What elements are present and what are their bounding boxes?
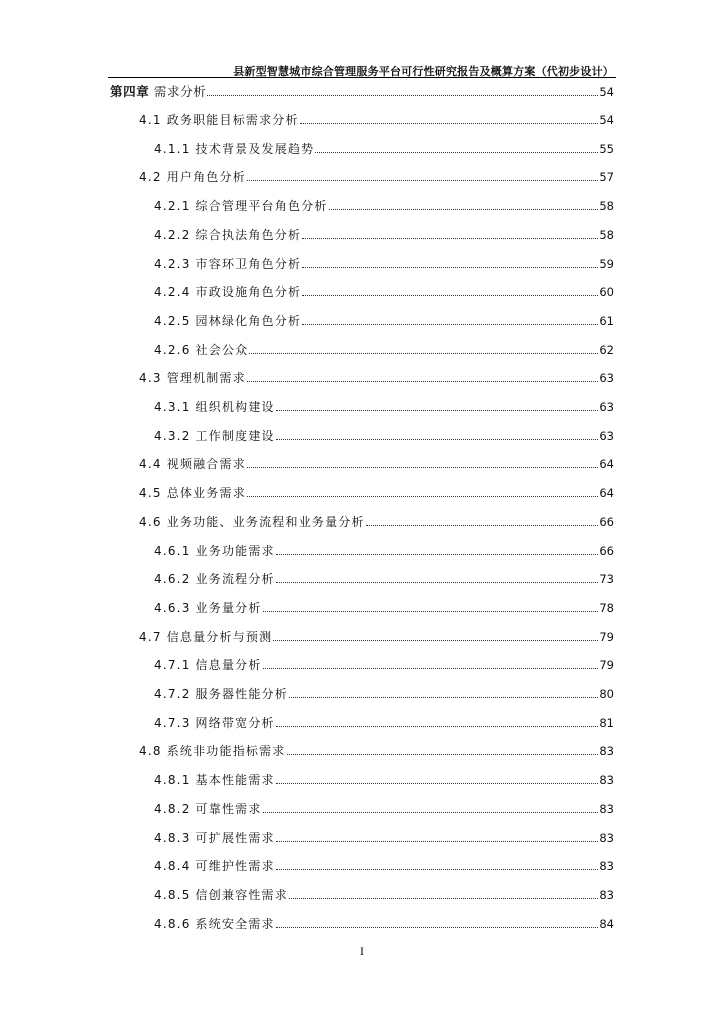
toc-dot-leader xyxy=(276,783,599,784)
toc-entry-title: 4.8.2 可靠性需求 xyxy=(154,802,262,816)
toc-subsection-entry[interactable] xyxy=(154,916,614,932)
toc-subsection-entry[interactable] xyxy=(154,657,614,673)
toc-entry-page: 60 xyxy=(599,285,614,299)
toc-dot-leader xyxy=(276,726,599,727)
toc-entry-page: 63 xyxy=(599,371,614,385)
toc-entry-title: 4.2.4 市政设施角色分析 xyxy=(154,285,302,299)
toc-dot-leader xyxy=(247,381,598,382)
toc-entry-page: 58 xyxy=(599,199,614,213)
toc-subsection-entry[interactable] xyxy=(154,887,614,903)
toc-subsection-entry[interactable] xyxy=(154,141,614,157)
toc-section-entry[interactable] xyxy=(139,456,614,472)
toc-dot-leader xyxy=(249,353,598,354)
toc-entry-title: 4.6.2 业务流程分析 xyxy=(154,572,275,586)
toc-dot-leader xyxy=(276,582,599,583)
toc-entry-title: 4.7.2 服务器性能分析 xyxy=(154,687,288,701)
toc-dot-leader xyxy=(289,697,598,698)
toc-entry-page: 66 xyxy=(599,515,614,529)
toc-entry-title: 4.8.6 系统安全需求 xyxy=(154,917,275,931)
running-header: 县新型智慧城市综合管理服务平台可行性研究报告及概算方案（代初步设计） xyxy=(233,65,614,78)
toc-subsection-entry[interactable] xyxy=(154,858,614,874)
toc-dot-leader xyxy=(247,496,598,497)
toc-entry-page: 64 xyxy=(599,486,614,500)
toc-section-entry[interactable] xyxy=(139,112,614,128)
toc-subsection-entry[interactable] xyxy=(154,772,614,788)
toc-entry-title: 4.2.5 园林绿化角色分析 xyxy=(154,314,302,328)
toc-entry-page: 66 xyxy=(599,544,614,558)
toc-entry-page: 64 xyxy=(599,457,614,471)
toc-subsection-entry[interactable] xyxy=(154,715,614,731)
toc-entry-title: 4.3.1 组织机构建设 xyxy=(154,400,275,414)
toc-entry-title: 4.6 业务功能、业务流程和业务量分析 xyxy=(139,515,365,529)
toc-entry-page: 83 xyxy=(599,831,614,845)
toc-dot-leader xyxy=(276,841,599,842)
toc-chapter-entry[interactable] xyxy=(110,84,614,100)
toc-entry-title: 4.7.3 网络带宽分析 xyxy=(154,716,275,730)
toc-entry-page: 83 xyxy=(599,744,614,758)
toc-subsection-entry[interactable] xyxy=(154,256,614,272)
toc-entry-title: 4.6.3 业务量分析 xyxy=(154,601,262,615)
toc-subsection-entry[interactable] xyxy=(154,600,614,616)
toc-entry-title: 4.6.1 业务功能需求 xyxy=(154,544,275,558)
header-rule xyxy=(108,77,616,78)
toc-dot-leader xyxy=(302,295,598,296)
toc-entry-page: 83 xyxy=(599,773,614,787)
toc-dot-leader xyxy=(276,410,599,411)
toc-subsection-entry[interactable] xyxy=(154,342,614,358)
toc-dot-leader xyxy=(247,467,598,468)
toc-entry-page: 81 xyxy=(599,716,614,730)
toc-subsection-entry[interactable] xyxy=(154,830,614,846)
toc-dot-leader xyxy=(300,123,599,124)
toc-dot-leader xyxy=(276,439,599,440)
toc-entry-page: 83 xyxy=(599,888,614,902)
toc-entry-page: 61 xyxy=(599,314,614,328)
toc-entry-title: 4.1.1 技术背景及发展趋势 xyxy=(154,142,315,156)
toc-dot-leader xyxy=(329,209,599,210)
toc-entry-title: 4.2 用户角色分析 xyxy=(139,170,246,184)
toc-entry-page: 59 xyxy=(599,257,614,271)
toc-entry-page: 62 xyxy=(599,343,614,357)
toc-entry-title: 4.8.4 可维护性需求 xyxy=(154,859,275,873)
toc-subsection-entry[interactable] xyxy=(154,198,614,214)
toc-dot-leader xyxy=(263,611,599,612)
toc-dot-leader xyxy=(287,754,599,755)
toc-entry-title: 4.2.1 综合管理平台角色分析 xyxy=(154,199,328,213)
toc-section-entry[interactable] xyxy=(139,169,614,185)
toc-entry-title: 4.8 系统非功能指标需求 xyxy=(139,744,286,758)
toc-dot-leader xyxy=(315,152,598,153)
toc-dot-leader xyxy=(273,640,598,641)
toc-dot-leader xyxy=(263,812,599,813)
toc-entry-title: 4.3 管理机制需求 xyxy=(139,371,246,385)
toc-dot-leader xyxy=(366,525,599,526)
toc-entry-title xyxy=(110,84,206,100)
toc-entry-title: 4.8.3 可扩展性需求 xyxy=(154,831,275,845)
toc-entry-page: 83 xyxy=(599,859,614,873)
toc-entry-title: 4.2.2 综合执法角色分析 xyxy=(154,228,302,242)
toc-entry-title: 4.5 总体业务需求 xyxy=(139,486,246,500)
toc-subsection-entry[interactable] xyxy=(154,313,614,329)
toc-dot-leader xyxy=(276,869,599,870)
toc-dot-leader xyxy=(302,324,598,325)
toc-subsection-entry[interactable] xyxy=(154,543,614,559)
toc-dot-leader xyxy=(276,927,599,928)
toc-entry-title: 4.7.1 信息量分析 xyxy=(154,658,262,672)
toc-dot-leader xyxy=(207,95,598,96)
toc-entry-page: 79 xyxy=(599,658,614,672)
toc-section-entry[interactable] xyxy=(139,629,614,645)
toc-section-entry[interactable] xyxy=(139,370,614,386)
toc-entry-title: 4.8.1 基本性能需求 xyxy=(154,773,275,787)
toc-entry-page: 73 xyxy=(599,572,614,586)
toc-entry-page: 54 xyxy=(599,113,614,127)
toc-entry-title: 4.2.6 社会公众 xyxy=(154,343,249,357)
toc-dot-leader xyxy=(263,668,599,669)
toc-entry-page: 78 xyxy=(599,601,614,615)
toc-entry-page: 83 xyxy=(599,802,614,816)
toc-entry-title: 4.2.3 市容环卫角色分析 xyxy=(154,257,302,271)
toc-entry-page: 79 xyxy=(599,630,614,644)
chapter-title: 需求分析 xyxy=(153,84,207,99)
page-number: I xyxy=(360,944,364,958)
toc-entry-title: 4.3.2 工作制度建设 xyxy=(154,429,275,443)
toc-subsection-entry[interactable] xyxy=(154,428,614,444)
toc-subsection-entry[interactable] xyxy=(154,399,614,415)
toc-entry-page: 80 xyxy=(599,687,614,701)
toc-entry-title: 4.8.5 信创兼容性需求 xyxy=(154,888,288,902)
toc-subsection-entry[interactable] xyxy=(154,571,614,587)
toc-subsection-entry[interactable] xyxy=(154,284,614,300)
toc-entry-page: 58 xyxy=(599,228,614,242)
toc-dot-leader xyxy=(302,238,598,239)
toc-subsection-entry[interactable] xyxy=(154,801,614,817)
toc-entry-title: 4.7 信息量分析与预测 xyxy=(139,630,273,644)
toc-section-entry[interactable] xyxy=(139,514,614,530)
toc-section-entry[interactable] xyxy=(139,743,614,759)
toc-subsection-entry[interactable] xyxy=(154,227,614,243)
toc-subsection-entry[interactable] xyxy=(154,686,614,702)
toc-entry-page: 63 xyxy=(599,400,614,414)
toc-dot-leader xyxy=(302,267,598,268)
chapter-number: 第四章 xyxy=(110,84,150,99)
toc-dot-leader xyxy=(276,554,599,555)
toc-entry-page: 57 xyxy=(599,170,614,184)
toc-entry-page: 84 xyxy=(599,917,614,931)
toc-entry-title: 4.1 政务职能目标需求分析 xyxy=(139,113,299,127)
toc-dot-leader xyxy=(247,180,598,181)
toc-section-entry[interactable] xyxy=(139,485,614,501)
toc-entry-page: 63 xyxy=(599,429,614,443)
toc-entry-page: 54 xyxy=(599,85,614,99)
toc-entry-page: 55 xyxy=(599,142,614,156)
toc-entry-title: 4.4 视频融合需求 xyxy=(139,457,246,471)
toc-dot-leader xyxy=(289,898,598,899)
